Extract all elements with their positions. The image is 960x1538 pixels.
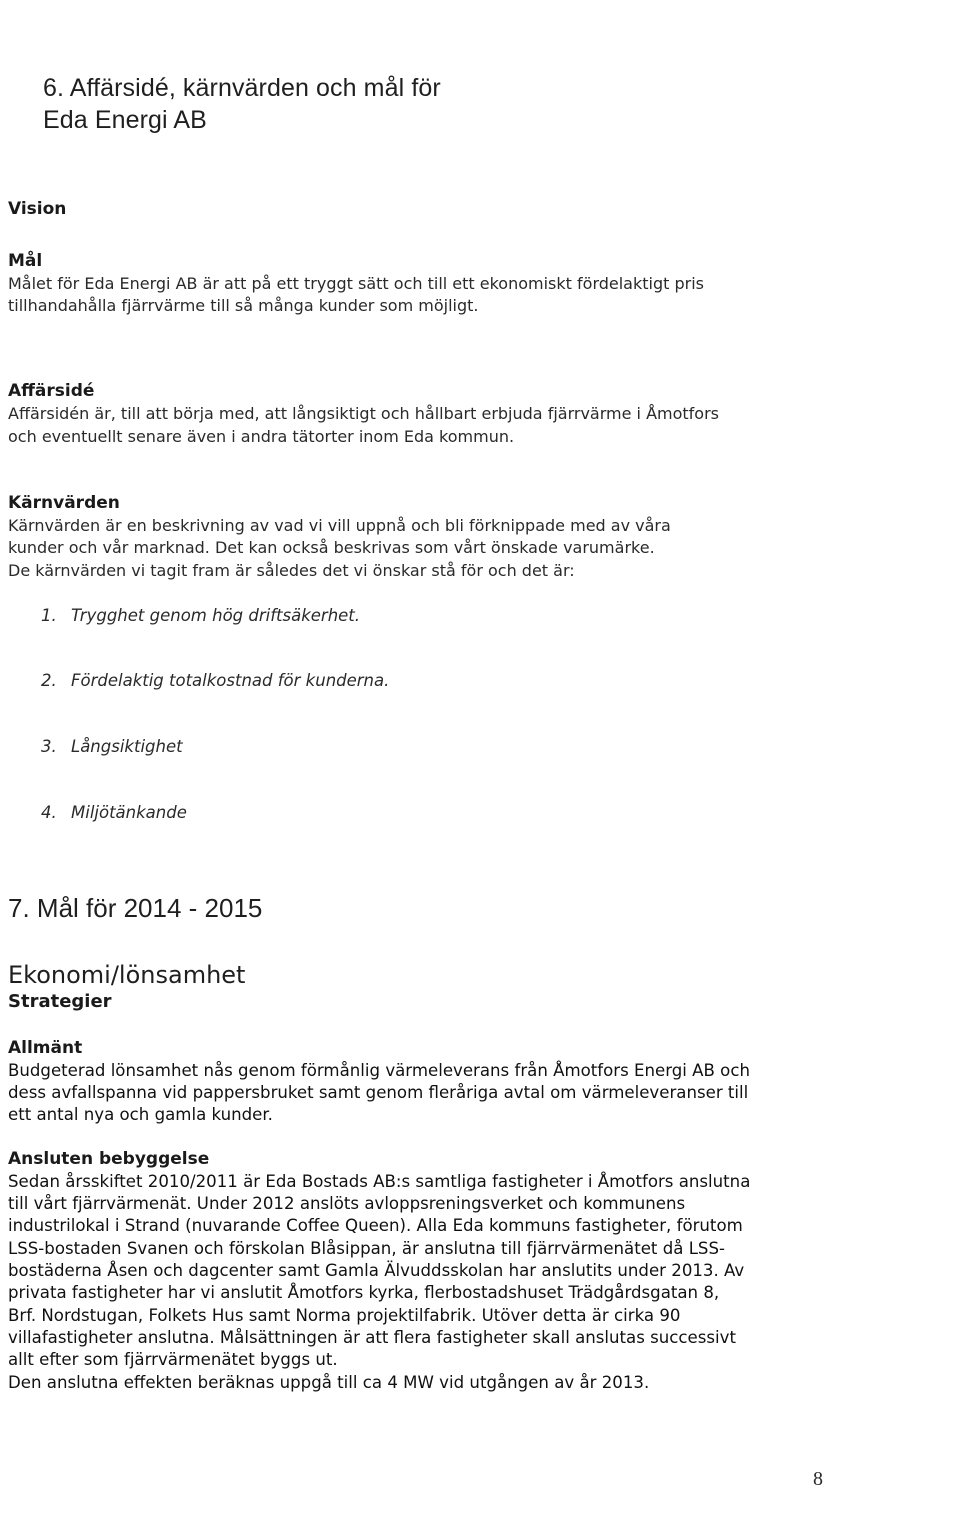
mal-heading: Mål xyxy=(8,251,43,271)
ansluten-text-line-1: Sedan årsskiftet 2010/2011 är Eda Bostads AB:s samtliga fastigheter i Åmotfors anslutna xyxy=(8,1172,751,1191)
strategier-heading: Strategier xyxy=(8,991,112,1012)
ansluten-text-line-10: Den anslutna effekten beräknas uppgå till ca 4 MW vid utgången av år 2013. xyxy=(8,1373,650,1392)
karnvarde-item-2 xyxy=(41,671,389,690)
ansluten-text-line-6: privata fastigheter har vi anslutit Åmotfors kyrka, flerbostadshuset Trädgårdsgatan 8, xyxy=(8,1283,720,1302)
karnvarde-item-3 xyxy=(41,737,183,756)
ansluten-text-line-9: allt efter som fjärrvärmenätet byggs ut. xyxy=(8,1350,338,1369)
section-7-title: 7. Mål för 2014 - 2015 xyxy=(8,893,263,923)
karnvarde-item-4 xyxy=(41,803,187,822)
ekonomi-heading: Ekonomi/lönsamhet xyxy=(8,961,246,989)
section-6-title-line-1: 6. Affärsidé, kärnvärden och mål för xyxy=(43,74,441,102)
list-text: Långsiktighet xyxy=(71,737,183,756)
allmant-heading: Allmänt xyxy=(8,1038,83,1058)
ansluten-text-line-4: LSS-bostaden Svanen och förskolan Blåsippan, är anslutna till fjärrvärmenätet då LSS- xyxy=(8,1239,725,1258)
ansluten-heading: Ansluten bebyggelse xyxy=(8,1149,210,1169)
allmant-text-line-3: ett antal nya och gamla kunder. xyxy=(8,1105,273,1124)
allmant-text-line-2: dess avfallspanna vid pappersbruket samt genom fleråriga avtal om värmeleveranser till xyxy=(8,1083,749,1102)
list-text: Miljötänkande xyxy=(71,803,187,822)
affarside-text-line-1: Affärsidén är, till att börja med, att långsiktigt och hållbart erbjuda fjärrvärme i Åmotfors xyxy=(8,404,719,423)
list-number: 4. xyxy=(41,803,57,822)
page-number: 8 xyxy=(813,1468,823,1490)
list-number: 2. xyxy=(41,671,57,690)
karnvarde-item-1 xyxy=(41,606,360,625)
mal-text-line-2: tillhandahålla fjärrvärme till så många kunder som möjligt. xyxy=(8,296,479,315)
ansluten-text-line-2: till vårt fjärrvärmenät. Under 2012 anslöts avloppsreningsverket och kommunens xyxy=(8,1194,686,1213)
list-text: Trygghet genom hög driftsäkerhet. xyxy=(71,606,361,625)
mal-text-line-1: Målet för Eda Energi AB är att på ett tryggt sätt och till ett ekonomiskt fördelaktigt pris xyxy=(8,274,704,293)
karnvarden-text-line-3: De kärnvärden vi tagit fram är således det vi önskar stå för och det är: xyxy=(8,561,575,580)
affarside-heading: Affärsidé xyxy=(8,381,95,401)
karnvarden-heading: Kärnvärden xyxy=(8,493,120,513)
ansluten-text-line-5: bostäderna Åsen och dagcenter samt Gamla Älvuddsskolan har anslutits under 2013. Av xyxy=(8,1261,745,1280)
vision-heading: Vision xyxy=(8,199,67,219)
ansluten-text-line-7: Brf. Nordstugan, Folkets Hus samt Norma projektilfabrik. Utöver detta är cirka 90 xyxy=(8,1306,681,1325)
list-number: 1. xyxy=(41,606,57,625)
affarside-text-line-2: och eventuellt senare även i andra tätorter inom Eda kommun. xyxy=(8,427,515,446)
karnvarden-text-line-1: Kärnvärden är en beskrivning av vad vi vill uppnå och bli förknippade med av våra xyxy=(8,516,671,535)
ansluten-text-line-3: industrilokal i Strand (nuvarande Coffee Queen). Alla Eda kommuns fastigheter, förutom xyxy=(8,1216,743,1235)
allmant-text-line-1: Budgeterad lönsamhet nås genom förmånlig värmeleverans från Åmotfors Energi AB och xyxy=(8,1061,750,1080)
list-number: 3. xyxy=(41,737,57,756)
list-text: Fördelaktig totalkostnad för kunderna. xyxy=(71,671,390,690)
section-6-title-line-2: Eda Energi AB xyxy=(43,106,207,134)
ansluten-text-line-8: villafastigheter anslutna. Målsättningen är att flera fastigheter skall anslutas successivt xyxy=(8,1328,736,1347)
karnvarden-text-line-2: kunder och vår marknad. Det kan också beskrivas som vårt önskade varumärke. xyxy=(8,538,655,557)
